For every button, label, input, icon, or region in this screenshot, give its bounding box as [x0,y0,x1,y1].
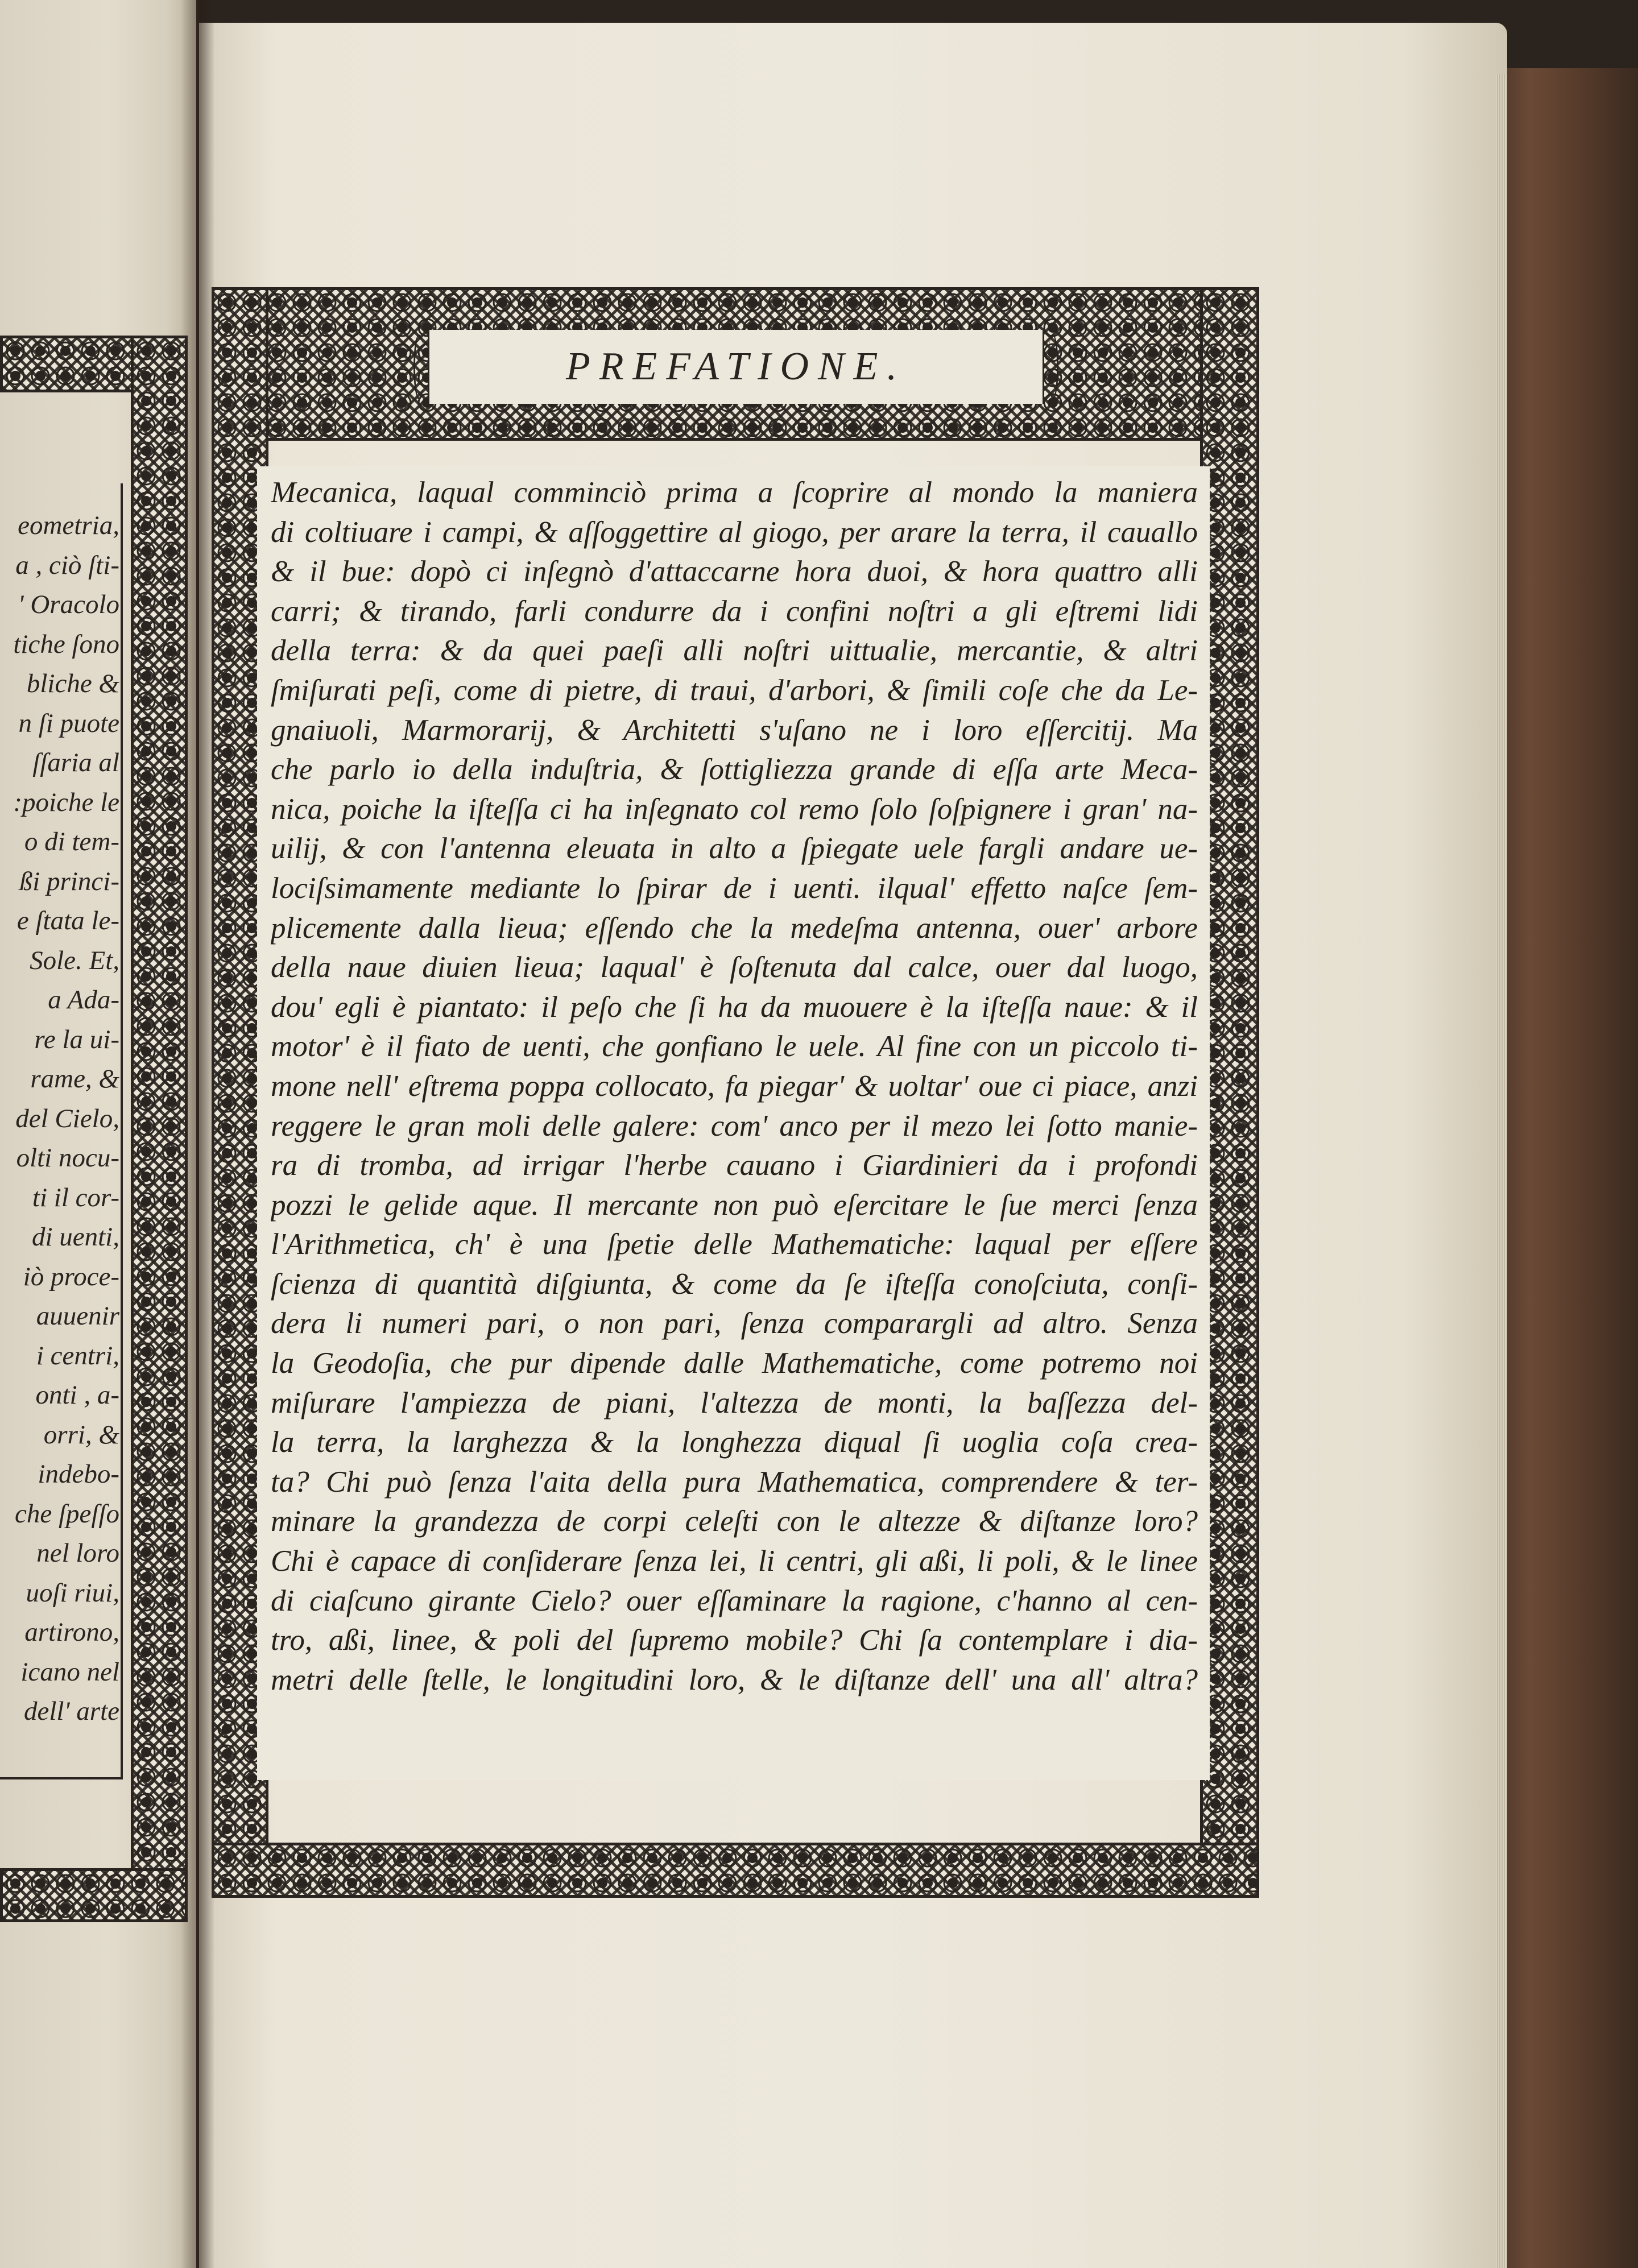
text-line: ra di tromba, ad irrigar l'herbe cauano i Giardinieri da i profondi [271,1149,1198,1182]
text-line: a Ada- [48,985,119,1015]
text-line: indebo- [38,1459,119,1489]
book-cover-edge [1493,68,1638,2268]
left-ornamental-border-bottom [0,1868,188,1922]
text-line: ti il cor- [32,1182,119,1212]
text-line: dou' egli è piantato: il peſo che ſi ha da muouere è la iſteſſa naue: & il [271,990,1198,1024]
text-line: eometria, [18,511,119,540]
text-line: motor' è il fiato de uenti, che gonfiano le uele. Al fine con un piccolo ti- [271,1030,1198,1063]
text-line: dera li numeri pari, o non pari, ſenza comparargli ad altro. Senza [271,1307,1198,1340]
text-line: del Cielo, [15,1103,119,1133]
text-line: tiche ſono [13,629,119,659]
text-line: iò proce- [23,1261,119,1292]
text-line: metri delle ſtelle, le longitudini loro, & le diſtanze dell' una all' altra? [271,1663,1198,1696]
text-line: di coltiuare i campi, & aſſoggettire al giogo, per arare la terra, il cauallo [271,515,1198,549]
text-line: & il bue: dopò ci inſegnò d'attaccarne hora duoi, & hora quattro alli [271,555,1198,589]
text-line: n ſi puote [18,708,119,738]
text-line: ſmiſurati peſi, come di pietre, di traui, d'arbori, & ſimili coſe che da Le- [271,673,1198,707]
text-line: Sole. Et, [30,945,119,975]
page-heading: PREFATIONE. [566,345,906,388]
text-line: reggere le gran moli delle galere: com' anco per il mezo lei ſotto manie- [271,1109,1198,1143]
text-line: ſſaria al [32,748,119,777]
text-line: ' Oracolo [18,590,119,619]
text-line: di uenti, [31,1222,119,1252]
text-line: dell' arte [24,1696,119,1726]
text-line: orri, & [43,1419,119,1450]
text-line: di ciaſcuno girante Cielo? ouer eſſaminare la ragione, c'hanno al cen- [271,1584,1198,1617]
text-line: artirono, [24,1617,119,1647]
body-text [271,473,1198,1700]
text-line: della naue diuien lieua; laqual' è ſoſtenuta dal calce, ouer dal luogo, [271,951,1198,984]
text-line: e ſtata le- [16,906,119,936]
text-line: che parlo io della induſtria, & ſottigliezza grande di eſſa arte Meca- [271,753,1198,787]
text-line: plicemente dalla lieua; eſſendo che la medeſma antenna, ouer' arbore [271,911,1198,945]
text-line: miſurare l'ampiezza de piani, l'altezza de monti, la baſſezza del- [271,1386,1198,1419]
text-line: ſcienza di quantità diſgiunta, & come da ſe iſteſſa conoſciuta, conſi- [271,1267,1198,1301]
text-line: onti , a- [35,1380,119,1410]
text-line: nel loro [36,1538,119,1568]
text-line: ßi princi- [19,866,119,896]
text-line: l'Arithmetica, ch' è una ſpetie delle Mathematiche: laqual per eſſere [271,1228,1198,1261]
text-line: gnaiuoli, Marmorarij, & Architetti s'uſano ne i loro eſſercitij. Ma [271,713,1198,747]
text-line: mone nell' eſtrema poppa collocato, fa piegar' & uoltar' oue ci piace, anzi [271,1069,1198,1103]
text-line: Chi è capace di conſiderare ſenza lei, li centri, gli aßi, li poli, & le linee [271,1545,1198,1578]
text-line: tro, aßi, linee, & poli del ſupremo mobile? Chi ſa contemplare i dia- [271,1624,1198,1657]
text-line: la Geodoſia, che pur dipende dalle Mathematiche, come potremo noi [271,1347,1198,1380]
text-line: lociſsimamente mediante lo ſpirar de i uenti. ilqual' effetto naſce ſem- [271,871,1198,905]
text-line: Mecanica, laqual comminciò prima a ſcoprire al mondo la maniera [271,476,1198,509]
text-line: nica, poiche la iſteſſa ci ha inſegnato col remo ſolo ſoſpignere i gran' na- [271,792,1198,826]
page-edges [1496,74,1506,2268]
text-line: minare la grandezza de corpi celeſti con le altezze & diſtanze loro? [271,1505,1198,1538]
text-line: che ſpeſſo [14,1499,119,1529]
left-page-text [0,506,119,1732]
text-line: carri; & tirando, farli condurre da i confini noſtri a gli eſtremi lidi [271,594,1198,628]
left-ornamental-border-side [131,336,188,1922]
heading-cartouche [428,330,1044,404]
text-line: a , ciò ſti- [15,550,119,580]
text-line: della terra: & da quei paeſi alli noſtri uittualie, mercantie, & altri [271,634,1198,668]
text-line: uoſi riui, [26,1578,119,1608]
text-line: olti nocu- [16,1143,119,1173]
text-line: uilij, & con l'antenna eleuata in alto a ſpiegate uele fargli andare ue- [271,832,1198,866]
text-line: o di tem- [24,827,119,856]
text-line: la terra, la larghezza & la longhezza diqual ſi uoglia coſa crea- [271,1426,1198,1459]
text-line: i centri, [36,1340,119,1371]
text-line: icano nel [20,1657,119,1687]
text-line: re la ui- [34,1024,119,1054]
text-line: bliche & [26,669,119,698]
text-line: :poiche le [13,787,119,817]
text-line: rame, & [30,1064,119,1094]
text-line: auuenir [36,1301,119,1331]
ornamental-border-bottom [212,1843,1259,1898]
text-line: pozzi le gelide aque. Il mercante non può eſercitare le ſue merci ſenza [271,1188,1198,1222]
text-line: ta? Chi può ſenza l'aita della pura Mathematica, comprendere & ter- [271,1465,1198,1499]
